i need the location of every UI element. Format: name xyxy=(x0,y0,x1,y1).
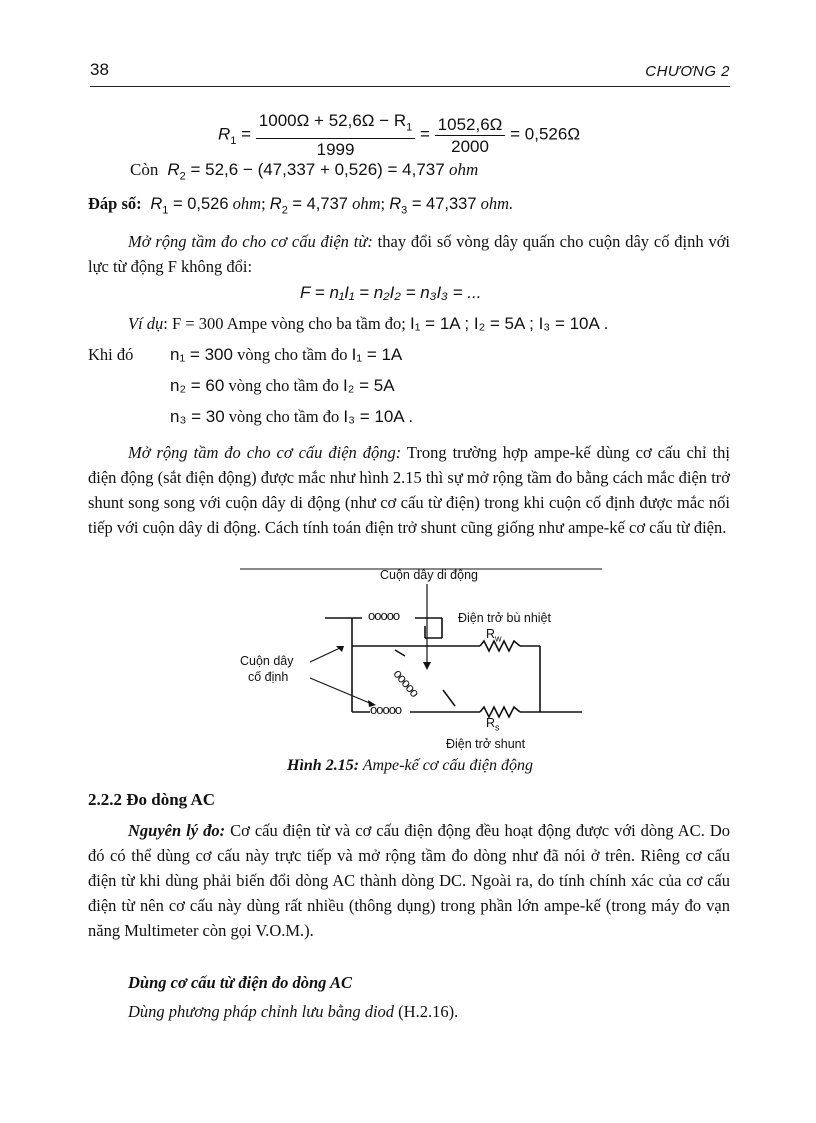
answer-line: Đáp số: $R_1 = 0,526$ ohm; $R_2 = 4,737$ ohm; $R_3 = 47,337$ ohm. xyxy=(88,194,514,217)
equals: = xyxy=(420,124,435,144)
figure-2-15 xyxy=(230,566,610,754)
wire xyxy=(395,650,405,656)
equation-f: F = n₁I₁ = n₂I₂ = n₃I₃ = ... xyxy=(300,283,482,302)
answer-unit-3: ohm. xyxy=(480,194,514,213)
r1-var: R xyxy=(150,195,163,213)
para3-lead: Nguyên lý đo: xyxy=(128,821,226,840)
wire xyxy=(443,690,455,706)
eq-r2-rhs: = 52,6 − (47,337 + 0,526) = 4,737 xyxy=(185,160,445,179)
answer-r3 xyxy=(389,195,477,217)
caption-text: Ampe-kế cơ cấu điện động xyxy=(359,757,533,774)
row1-n: n₁ = 300 xyxy=(170,345,233,364)
num1-sub: 1 xyxy=(406,121,413,134)
paragraph-electrodynamic xyxy=(88,440,730,540)
section-heading: 2.2.2 Đo dòng AC xyxy=(88,790,216,809)
row2-text: vòng cho tầm đo xyxy=(228,376,339,395)
figure-caption xyxy=(90,757,730,775)
r3-sub: 3 xyxy=(401,204,408,217)
para2-lead: Mở rộng tầm đo cho cơ cấu điện động: xyxy=(128,443,402,462)
khi-do-label: Khi đó xyxy=(88,345,134,364)
paragraph-principle xyxy=(88,818,730,943)
answer-unit-2: ohm xyxy=(352,194,381,213)
r1-val: = 0,526 xyxy=(168,195,229,213)
fraction-2-den: 2000 xyxy=(451,136,489,156)
row1-text: vòng cho tầm đo xyxy=(237,345,348,364)
rw-sub: w xyxy=(495,633,502,644)
eq-r2-math xyxy=(163,160,445,183)
fraction-1-den: 1999 xyxy=(316,140,355,160)
rw-text: R xyxy=(486,627,496,641)
example-values: I₁ = 1A ; I₂ = 5A ; I₃ = 10A . xyxy=(410,314,609,333)
para3-text: Cơ cấu điện từ và cơ cấu điện động đều hoạt động được với dòng AC. Do đó có thể dùng cơ cấu này trực tiếp và mở rộng tầm đo dòng như đã nói ở trên. Riêng cơ cấu điện từ khi dùng phải biến đổi dòng AC thành dòng DC. Ngoài ra, do tính chính xác của cơ cấu điện từ nên cơ cấu này dùng rất nhiều (thông dụng) trong phần lớn ampe-kế (trong máy đo vạn năng Multimeter còn gọi V.O.M.). xyxy=(88,821,730,940)
label-rw xyxy=(486,627,502,644)
r3-val: = 47,337 xyxy=(407,195,477,213)
example-lead: Ví dụ xyxy=(128,314,164,333)
khi-do-row-1 xyxy=(170,345,402,365)
eq-r2-unit: ohm xyxy=(448,160,479,179)
sub-heading: Dùng cơ cấu từ điện đo dòng AC xyxy=(128,973,352,992)
para2-text: Trong trường hợp ampe-kế dùng cơ cấu chỉ thị điện động (sắt điện động) được mắc như hình 2.15 thì sự mở rộng tầm đo bằng cách mắc điện trở shunt song song với cuộn dây di động (như cơ cấu từ điện) trong khi cuộn cố định được mắc nối tiếp với cuộn dây di động. Cách tính toán điện trở shunt cũng giống như ampe-kế cơ cấu từ điện. xyxy=(88,443,730,537)
example-line xyxy=(128,314,608,334)
answer-r2 xyxy=(269,195,348,217)
khi-do-row-2 xyxy=(170,376,395,396)
row3-n: n₃ = 30 xyxy=(170,407,225,426)
row1-i: I₁ = 1A xyxy=(351,345,403,364)
last-line-ref: (H.2.16). xyxy=(394,1002,459,1021)
rs-sub: s xyxy=(495,722,500,733)
rs-text: R xyxy=(486,716,496,730)
fraction-2-num: 1052,6Ω xyxy=(435,114,506,136)
label-compensation-resistor: Điện trở bù nhiệt xyxy=(458,611,551,625)
label-fixed-coil-2: cố định xyxy=(248,670,289,684)
label-fixed-coil-1: Cuộn dây xyxy=(240,654,294,668)
coil-middle: ooooo xyxy=(390,666,423,700)
eq-r1-lhs-sub: 1 xyxy=(230,135,237,148)
r2-sub: 2 xyxy=(281,204,288,217)
answer-label: Đáp số: xyxy=(88,194,142,213)
row3-text: vòng cho tầm đo xyxy=(228,407,340,426)
label-rs xyxy=(486,716,500,733)
fraction-2 xyxy=(435,114,506,157)
equation-r1 xyxy=(218,110,580,160)
equals: = xyxy=(241,124,256,144)
row2-n: n₂ = 60 xyxy=(170,376,225,395)
caption-label: Hình 2.15: xyxy=(287,757,360,774)
arrow-head xyxy=(423,662,431,670)
eq-r2-label: Còn xyxy=(130,160,159,179)
answer-r1 xyxy=(146,195,229,217)
num1: 1000Ω + 52,6Ω − R xyxy=(258,111,407,130)
arrow-fixed-coil-1 xyxy=(310,648,340,662)
label-moving-coil: Cuộn dây di động xyxy=(380,568,478,582)
row3-i: I₃ = 10A . xyxy=(343,407,414,426)
eq-r2-sub: 2 xyxy=(179,170,186,183)
page-number: 38 xyxy=(90,60,109,79)
last-line-text: Dùng phương pháp chỉnh lưu bằng diod xyxy=(128,1002,395,1021)
chapter-label: CHƯƠNG 2 xyxy=(645,63,730,80)
label-shunt: Điện trở shunt xyxy=(446,737,526,751)
equation-r2 xyxy=(130,160,478,182)
r3-var: R xyxy=(389,195,402,213)
eq-r2-var: R xyxy=(167,160,180,179)
coil-bottom: ooooo xyxy=(370,702,402,717)
fraction-1-num xyxy=(256,110,415,139)
arrow-fixed-coil-2 xyxy=(310,678,372,704)
eq-r1-lhs: R xyxy=(218,124,231,144)
para1-lead: Mở rộng tầm đo cho cơ cấu điện từ: xyxy=(128,232,373,251)
khi-do-row-3 xyxy=(170,407,413,427)
r2-var: R xyxy=(269,195,282,213)
paragraph-electromagnetic xyxy=(88,229,730,279)
fraction-1 xyxy=(256,110,415,160)
last-line xyxy=(128,1002,458,1022)
row2-i: I₂ = 5A xyxy=(343,376,395,395)
answer-unit-1: ohm xyxy=(232,194,262,213)
coil-top: ooooo xyxy=(368,608,400,623)
r1-sub: 1 xyxy=(162,204,169,217)
r2-val: = 4,737 xyxy=(287,195,348,213)
eq-r1-result: = 0,526Ω xyxy=(510,124,581,144)
example-text: : F = 300 Ampe vòng cho ba tầm đo; xyxy=(163,314,406,333)
page-header xyxy=(90,60,730,87)
para1-text: thay đổi số vòng dây quấn cho cuộn dây cố định với lực từ động F không đổi: xyxy=(88,232,731,276)
